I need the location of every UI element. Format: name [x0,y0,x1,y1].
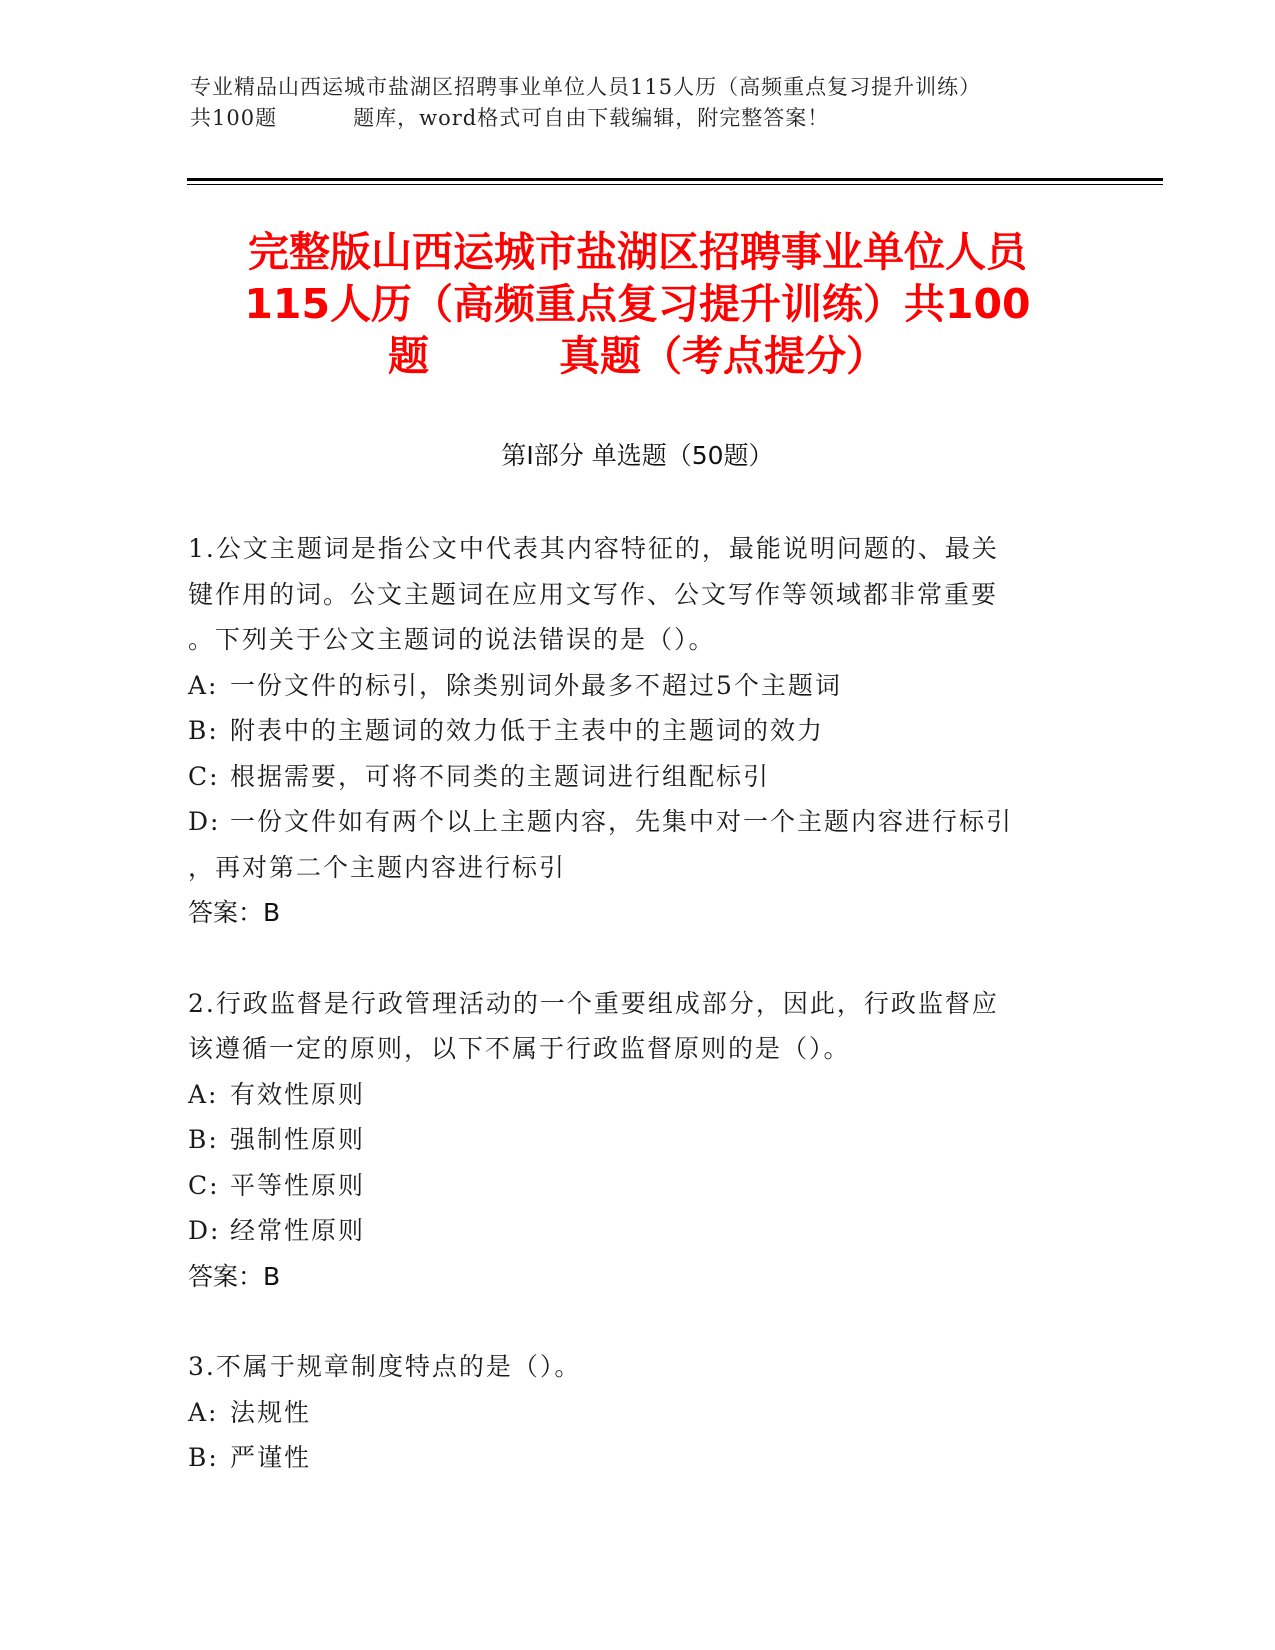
answer-option [188,754,1088,800]
document-header [190,72,1090,134]
title-line-3-left: 题 [388,332,429,380]
option-label: A: [188,1397,219,1427]
title-line-1: 完整版山西运城市盐湖区招聘事业单位人员 [248,228,1027,276]
question-text-line: 该遵循一定的原则，以下不属于行政监督原则的是（）。 [188,1034,851,1063]
answer-option [188,1435,1088,1481]
question-item [188,981,1088,1300]
header-line-2-left: 共100题 [190,106,278,130]
option-label: B: [188,1443,219,1472]
question-text [188,981,1088,1072]
option-text: 附表中的主题词的效力低于主表中的主题词的效力 [230,716,825,745]
answer-key: 答案：B [188,1261,281,1291]
header-line-1: 专业精品山西运城市盐湖区招聘事业单位人员115人历（高频重点复习提升训练） [190,75,982,99]
question-list [188,526,1088,1481]
question-text [188,1344,1088,1390]
answer-option [188,1208,1088,1254]
question-item [188,526,1088,936]
option-label: C: [188,1170,220,1200]
option-label: A: [188,670,219,700]
header-line-2 [190,103,1090,134]
answer-option [188,1072,1088,1118]
header-rule-thick [187,178,1163,181]
question-spacer [188,936,1088,981]
option-text: 强制性原则 [230,1125,366,1154]
question-item [188,1344,1088,1481]
header-rule-thin [187,184,1163,185]
option-label: D: [188,1216,221,1245]
option-text: 经常性原则 [230,1216,366,1245]
question-text-line: 3.不属于规章制度特点的是（）。 [188,1352,582,1381]
option-text: 有效性原则 [230,1079,366,1109]
question-text-line: 2.行政监督是行政管理活动的一个重要组成部分，因此，行政监督应 [188,988,999,1018]
option-text: 一份文件如有两个以上主题内容，先集中对一个主题内容进行标引 [230,807,1014,836]
answer-option [188,1117,1088,1163]
document-title [150,226,1125,382]
section-title: 第Ⅰ部分 单选题（50题） [501,441,774,470]
option-label: B: [188,716,219,745]
option-text: 严谨性 [230,1443,312,1472]
option-label: C: [188,761,220,791]
option-label: B: [188,1125,219,1154]
option-text: ，再对第二个主题内容进行标引 [188,852,567,882]
answer-key: 答案：B [188,898,281,927]
option-text: 一份文件的标引，除类别词外最多不超过5个主题词 [230,670,842,700]
answer-option [188,845,1088,891]
option-text: 根据需要，可将不同类的主题词进行组配标引 [230,761,771,791]
title-line-3 [150,330,1125,382]
question-text [188,526,1088,663]
answer-option [188,1390,1088,1436]
option-label: D: [188,807,221,836]
answer-option [188,708,1088,754]
title-line-3-right: 真题（考点提分） [559,332,887,380]
option-text: 平等性原则 [230,1170,366,1200]
question-spacer [188,1299,1088,1344]
answer-option [188,663,1088,709]
option-label: A: [188,1079,219,1109]
title-line-2: 115人历（高频重点复习提升训练）共100 [244,280,1031,328]
header-line-2-right: 题库，word格式可自由下载编辑，附完整答案！ [353,106,830,130]
question-text-line: 。下列关于公文主题词的说法错误的是（）。 [188,625,716,654]
answer-option [188,1163,1088,1209]
option-text: 法规性 [230,1397,312,1427]
question-text-line: 1.公文主题词是指公文中代表其内容特征的，最能说明问题的、最关 [188,534,999,563]
answer-option [188,799,1088,845]
question-text-line: 键作用的词。公文主题词在应用文写作、公文写作等领域都非常重要 [188,579,999,609]
